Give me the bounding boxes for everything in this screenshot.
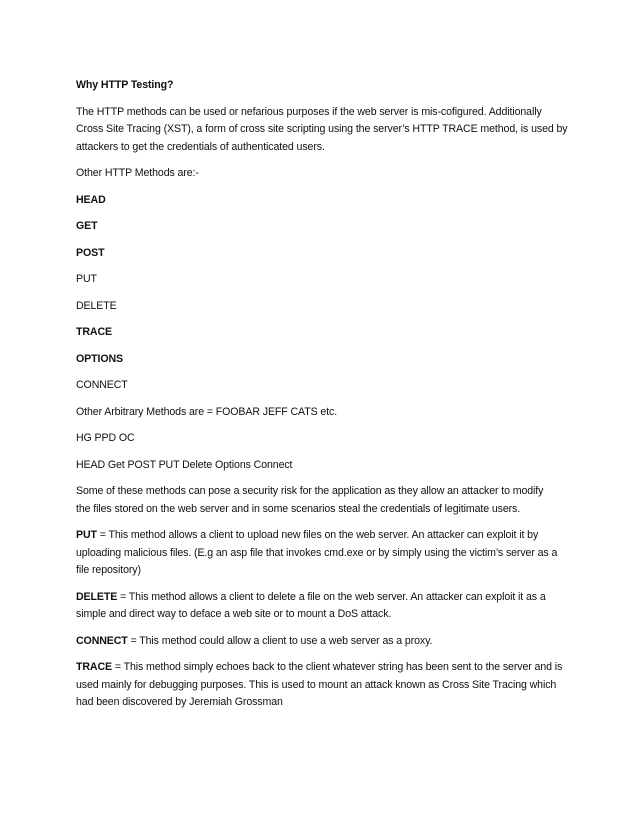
trace-text: = This method simply echoes back to the client whatever string has been sent to the server and is xyxy=(112,661,563,673)
intro-line: The HTTP methods can be used or nefarious purposes if the web server is mis-cofigured. Additionally xyxy=(76,105,542,118)
risk-line: the files stored on the web server and in some scenarios steal the credentials of legitimate users. xyxy=(76,502,521,515)
methods-list-line: HEAD Get POST PUT Delete Options Connect xyxy=(76,458,293,471)
document-body xyxy=(76,77,576,712)
risk-paragraph xyxy=(76,483,576,518)
delete-text: simple and direct way to deface a web site or to mount a DoS attack. xyxy=(76,608,392,620)
arbitrary-methods: Other Arbitrary Methods are = FOOBAR JEFF CATS etc. xyxy=(76,405,338,418)
intro-line: Cross Site Tracing (XST), a form of cross site scripting using the server’s HTTP TRACE method, is used by xyxy=(76,123,568,135)
mnemonic: HG PPD OC xyxy=(76,432,135,444)
section-heading: Why HTTP Testing? xyxy=(76,79,174,91)
connect-text: = This method could allow a client to use a web server as a proxy. xyxy=(127,634,433,647)
put-text: uploading malicious files. (E.g an asp file that invokes cmd.exe or by simply using the victim’s server as a xyxy=(76,546,558,559)
method-connect: CONNECT xyxy=(76,379,128,391)
other-methods-label: Other HTTP Methods are:- xyxy=(76,167,199,179)
connect-definition xyxy=(76,633,576,651)
method-put: PUT xyxy=(76,273,97,285)
method-options: OPTIONS xyxy=(76,352,123,365)
delete-text: = This method allows a client to delete a file on the web server. An attacker can exploit it as a xyxy=(117,590,546,603)
method-trace: TRACE xyxy=(76,326,112,338)
connect-term: CONNECT xyxy=(76,634,128,647)
method-head: HEAD xyxy=(76,193,106,206)
put-definition xyxy=(76,527,576,580)
put-term: PUT xyxy=(76,529,97,541)
method-post: POST xyxy=(76,246,105,259)
trace-term: TRACE xyxy=(76,661,112,673)
method-delete: DELETE xyxy=(76,299,117,312)
delete-definition xyxy=(76,589,576,624)
trace-text: used mainly for debugging purposes. This is used to mount an attack known as Cross Site Tracing which xyxy=(76,678,557,691)
trace-definition xyxy=(76,659,576,712)
trace-text: had been discovered by Jeremiah Grossman xyxy=(76,696,283,708)
intro-paragraph xyxy=(76,104,576,157)
intro-line: attackers to get the credentials of authenticated users. xyxy=(76,140,325,153)
put-text: = This method allows a client to upload new files on the web server. An attacker can exploit it by xyxy=(96,529,539,541)
method-get: GET xyxy=(76,220,98,232)
risk-line: Some of these methods can pose a security risk for the application as they allow an attacker to modify xyxy=(76,485,544,497)
put-text: file repository) xyxy=(76,564,141,576)
delete-term: DELETE xyxy=(76,590,118,603)
